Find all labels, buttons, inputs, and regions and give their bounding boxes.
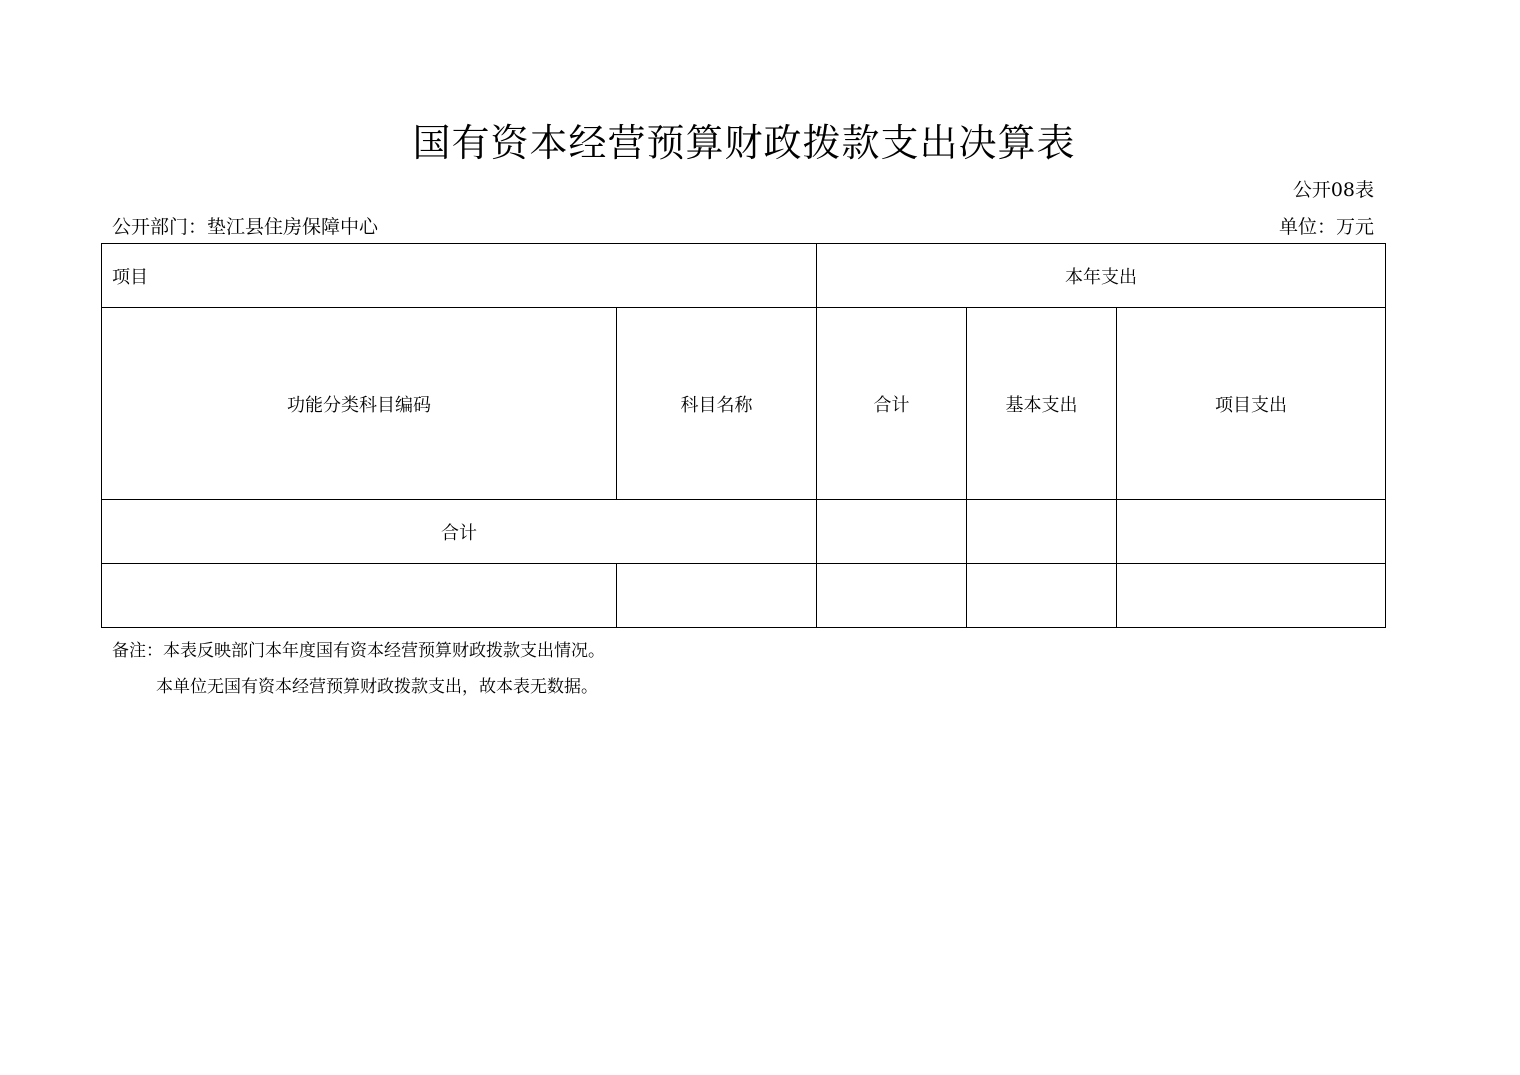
table-header-row [102,244,1386,308]
total-row-project [1117,500,1386,564]
column-header-project: 项目支出 [1117,308,1386,500]
page-title: 国有资本经营预算财政拨款支出决算表 [412,121,1076,165]
header-current-year-cell: 本年支出 [817,244,1386,308]
row-name-cell [617,564,817,628]
row-total-cell [817,564,967,628]
column-header-name: 科目名称 [617,308,817,500]
table-row [102,564,1386,628]
unit-label: 单位：万元 [1278,216,1374,238]
total-row-total [817,500,967,564]
row-basic-cell [967,564,1117,628]
column-header-basic: 基本支出 [967,308,1117,500]
department-label: 公开部门：垫江县住房保障中心 [112,216,379,238]
total-row-label: 合计 [102,500,817,564]
note-line-1: 备注：本表反映部门本年度国有资本经营预算财政拨款支出情况。 [112,641,605,661]
table-subheader-row [102,308,1386,500]
column-header-code: 功能分类科目编码 [102,308,617,500]
row-project-cell [1117,564,1386,628]
total-row [102,500,1386,564]
form-code: 公开08表 [1292,179,1374,201]
column-header-total: 合计 [817,308,967,500]
total-row-basic [967,500,1117,564]
expenditure-table [101,243,1386,628]
row-code-cell [102,564,617,628]
header-item-cell: 项目 [102,244,817,308]
note-line-2: 本单位无国有资本经营预算财政拨款支出，故本表无数据。 [156,677,598,697]
